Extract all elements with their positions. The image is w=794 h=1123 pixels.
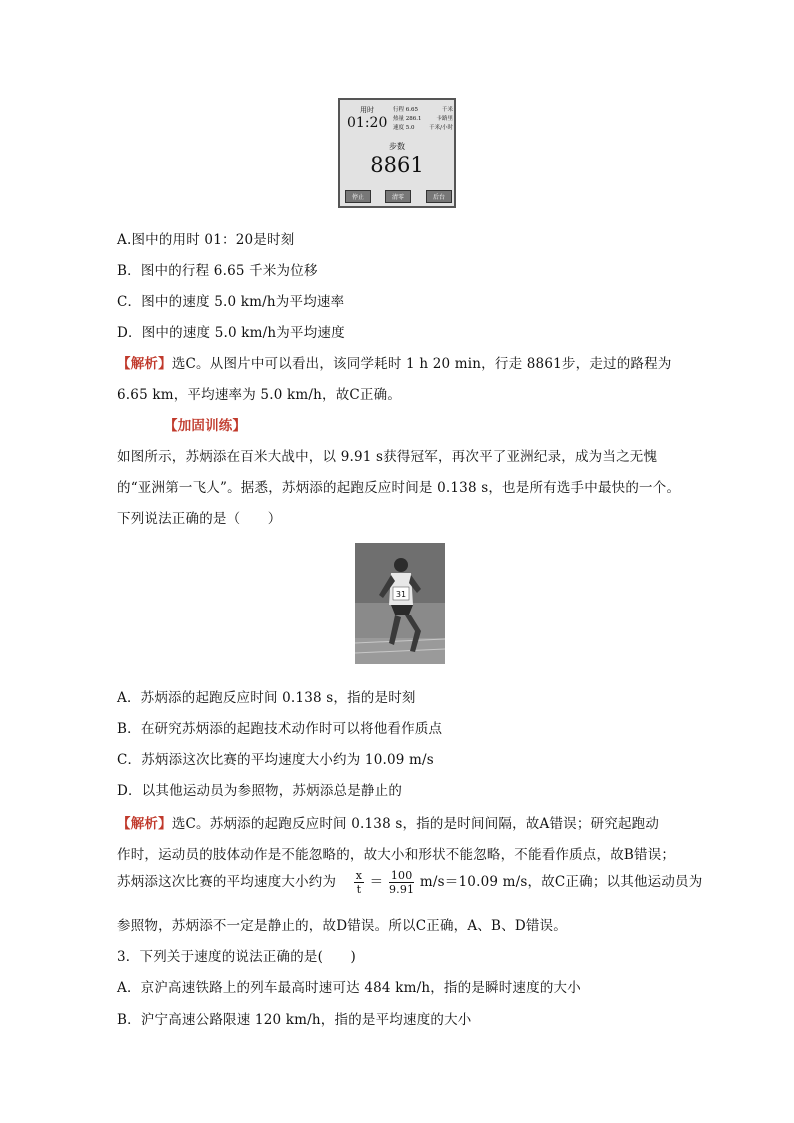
analysis-line-3-pre: 苏炳添这次比赛的平均速度大小约为 bbox=[117, 874, 337, 890]
fraction-x-over-t bbox=[354, 869, 364, 896]
reinforce-analysis-line-1 bbox=[117, 812, 659, 832]
fraction-100-over-991 bbox=[389, 869, 415, 896]
analysis-tag: 【解析】 bbox=[117, 356, 172, 372]
reinforce-title: 【加固训练】 bbox=[164, 418, 247, 434]
distance-unit: 千米 bbox=[441, 107, 453, 113]
speed-label: 速度 5.0 bbox=[393, 125, 415, 131]
runner-photo bbox=[355, 543, 445, 664]
reinforce-option-c: C．苏炳添这次比赛的平均速度大小约为 10.09 m/s bbox=[117, 752, 434, 768]
reinforce-stem-line-2: 的“亚洲第一飞人”。据悉，苏炳添的起跑反应时间是 0.138 s，也是所有选手中最快的一个。 bbox=[117, 480, 681, 496]
reinforce-option-a: A．苏炳添的起跑反应时间 0.138 s，指的是时刻 bbox=[117, 690, 416, 706]
distance-row bbox=[393, 105, 453, 113]
fraction-denominator: t bbox=[356, 883, 362, 896]
background-button: 后台 bbox=[426, 190, 452, 203]
reinforce-option-b: B．在研究苏炳添的起跑技术动作时可以将他看作质点 bbox=[117, 721, 443, 737]
reset-button: 清零 bbox=[385, 190, 411, 203]
q1-option-c: C．图中的速度 5.0 km/h为平均速率 bbox=[117, 294, 345, 310]
fraction-numerator: x bbox=[355, 869, 363, 882]
stop-button: 停止 bbox=[345, 190, 371, 203]
equals-sign: ＝ bbox=[369, 874, 384, 890]
fraction-denominator: 9.91 bbox=[388, 883, 415, 896]
q1-option-b: B．图中的行程 6.65 千米为位移 bbox=[117, 263, 318, 279]
reinforce-stem-line-1: 如图所示，苏炳添在百米大战中，以 9.91 s获得冠军，再次平了亚洲纪录，成为当之无愧 bbox=[117, 449, 658, 465]
speed-unit: 千米/小时 bbox=[429, 125, 453, 131]
pedometer-figure bbox=[338, 98, 456, 208]
reinforce-analysis-line-4: 参照物，苏炳添不一定是静止的，故D错误。所以C正确，A、B、D错误。 bbox=[117, 918, 567, 934]
reinforce-stem-line-3: 下列说法正确的是（ ） bbox=[117, 511, 282, 527]
q3-option-a: A．京沪高速铁路上的列车最高时速可达 484 km/h，指的是瞬时速度的大小 bbox=[117, 980, 581, 996]
calorie-label: 热量 286.1 bbox=[393, 116, 422, 122]
calorie-unit: 卡路里 bbox=[436, 116, 453, 122]
q1-option-a: A.图中的用时 01：20是时刻 bbox=[117, 232, 295, 248]
time-value: 01:20 bbox=[347, 115, 388, 131]
fraction-numerator: 100 bbox=[390, 869, 413, 882]
q3-option-b: B．沪宁高速公路限速 120 km/h，指的是平均速度的大小 bbox=[117, 1012, 472, 1028]
calorie-row bbox=[393, 114, 453, 122]
time-label: 用时 bbox=[360, 106, 374, 114]
reinforce-option-d: D．以其他运动员为参照物，苏炳添总是静止的 bbox=[117, 783, 403, 799]
bib-number: 31 bbox=[395, 590, 407, 599]
speed-row bbox=[393, 123, 453, 131]
q1-analysis-line-1 bbox=[117, 352, 672, 372]
q3-stem: 3．下列关于速度的说法正确的是( ) bbox=[117, 949, 356, 965]
analysis-tag: 【解析】 bbox=[117, 816, 172, 832]
distance-label: 行程 6.65 bbox=[393, 107, 418, 113]
analysis-line-3-post: m/s＝10.09 m/s，故C正确；以其他运动员为 bbox=[419, 874, 703, 890]
reinforce-analysis-line-3 bbox=[117, 869, 702, 896]
reinforce-analysis-text: 选C。苏炳添的起跑反应时间 0.138 s，指的是时间间隔，故A错误；研究起跑动 bbox=[171, 816, 660, 832]
reinforce-analysis-line-2: 作时，运动员的肢体动作是不能忽略的，故大小和形状不能忽略，不能看作质点，故B错误； bbox=[117, 847, 676, 863]
q1-analysis-line-2: 6.65 km，平均速率为 5.0 km/h，故C正确。 bbox=[117, 387, 402, 403]
q1-option-d: D．图中的速度 5.0 km/h为平均速度 bbox=[117, 325, 345, 341]
steps-value: 8861 bbox=[370, 153, 424, 177]
q1-analysis-text: 选C。从图片中可以看出，该同学耗时 1 h 20 min，行走 8861步，走过的路程为 bbox=[171, 356, 672, 372]
steps-label: 步数 bbox=[389, 142, 405, 151]
